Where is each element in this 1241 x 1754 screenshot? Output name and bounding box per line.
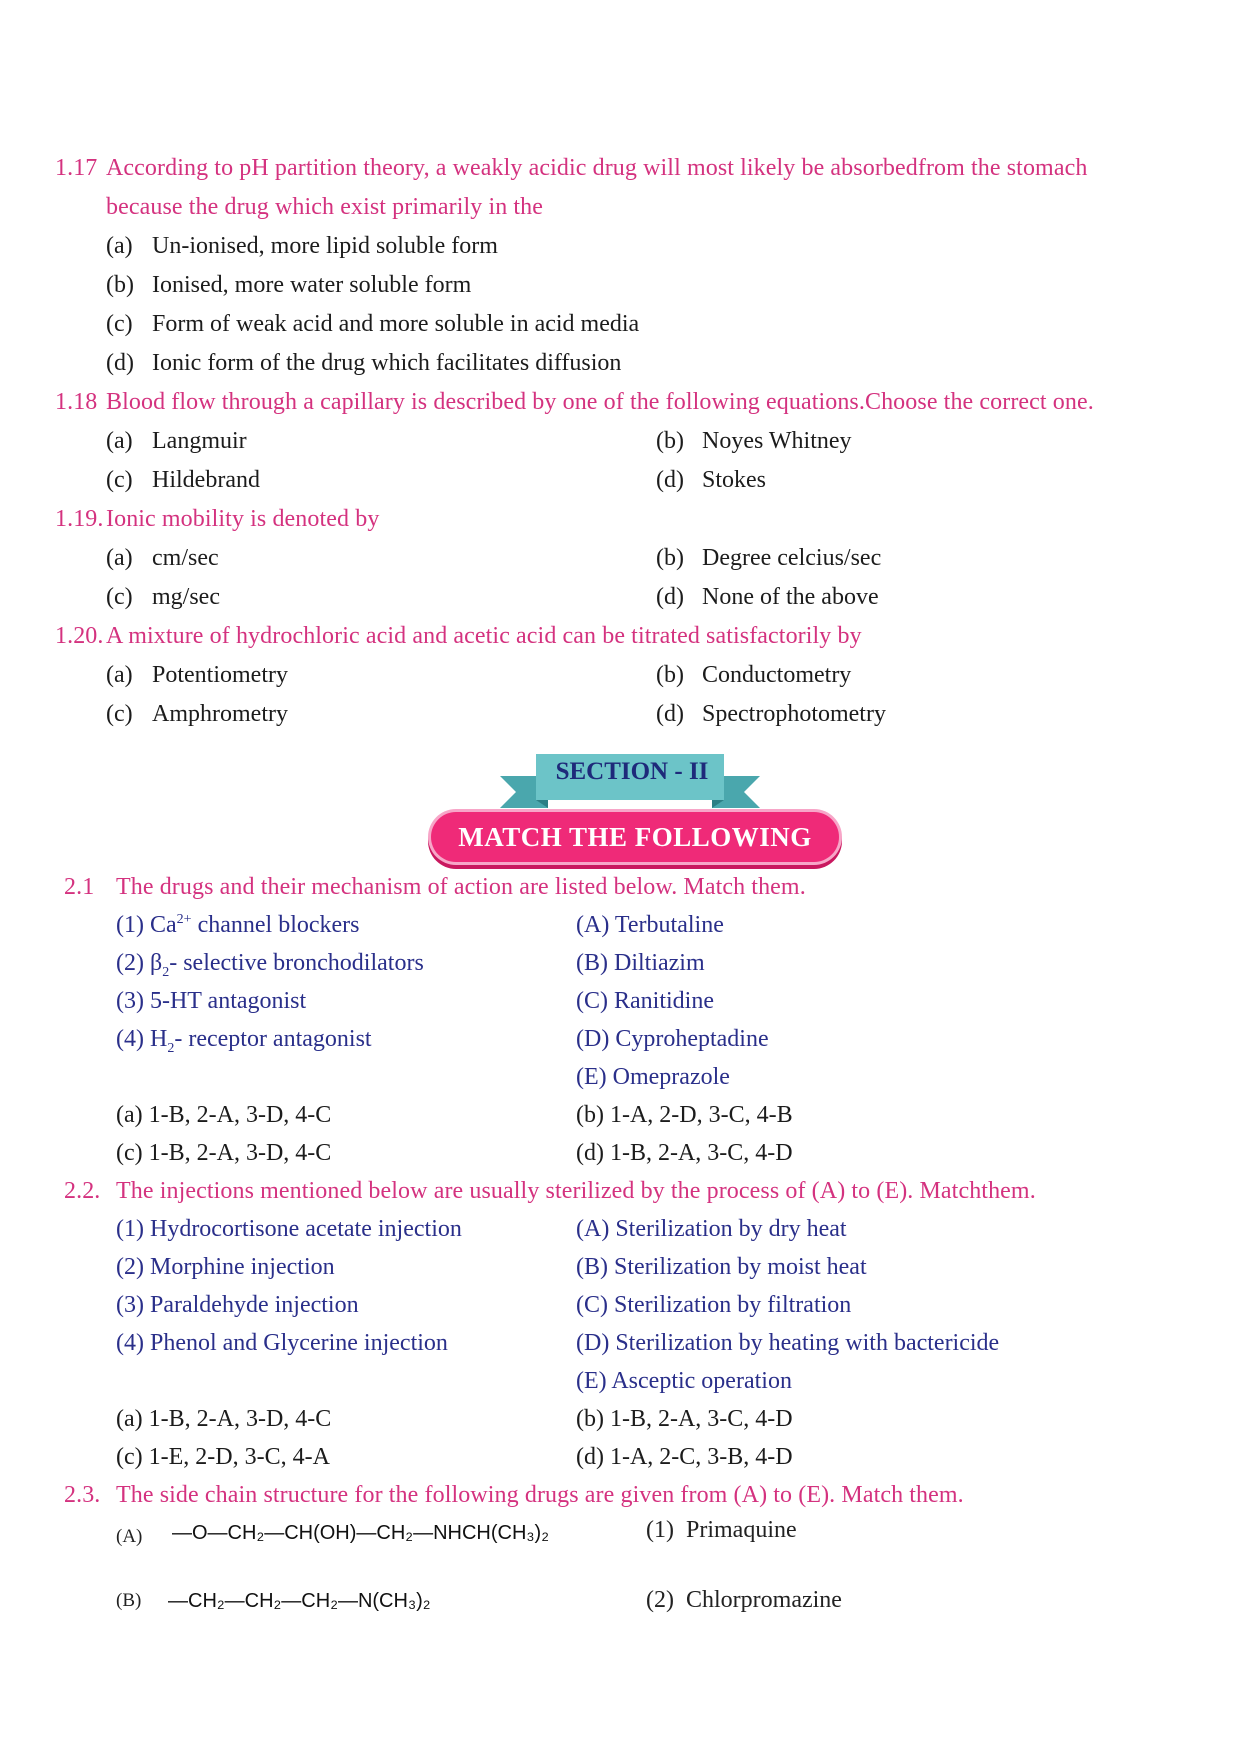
answer-text: 1-B, 2-A, 3-D, 4-C	[148, 1140, 332, 1166]
q119-option-a-text: cm/sec	[152, 545, 219, 571]
option-key: (c)	[106, 311, 133, 337]
item-key: (2)	[646, 1587, 674, 1613]
item-text: Sterilization by filtration	[614, 1292, 852, 1318]
answer-text: 1-E, 2-D, 3-C, 4-A	[148, 1444, 330, 1470]
item-text: Ca	[149, 912, 177, 938]
q119-option-c-key[interactable]: (c)	[106, 584, 133, 610]
subscript: 2	[167, 1040, 175, 1056]
item-key: (A)	[576, 912, 610, 938]
q120-option-a-key[interactable]: (a)	[106, 662, 133, 688]
q23-text: The side chain structure for the following drugs are given from (A) to (E). Match them.	[116, 1482, 964, 1508]
item-text: Sterilization by dry heat	[615, 1216, 847, 1242]
answer-text: 1-B, 2-A, 3-D, 4-C	[148, 1102, 332, 1128]
section-ribbon	[500, 750, 760, 818]
q117-option-d[interactable]	[106, 350, 134, 377]
q23-number: 2.3.	[64, 1482, 101, 1508]
item-key: (2)	[116, 1254, 144, 1280]
item-text: Asceptic operation	[611, 1368, 792, 1394]
item-key: (3)	[116, 1292, 144, 1318]
q118-option-a-key[interactable]: (a)	[106, 428, 133, 454]
q21-answer-c[interactable]	[116, 1140, 331, 1167]
q23-drug-2	[646, 1587, 842, 1614]
q22-answer-b[interactable]	[576, 1406, 793, 1433]
q22-left-2	[116, 1254, 335, 1281]
answer-key: (a)	[116, 1406, 143, 1432]
q21-left-4	[116, 1026, 372, 1057]
q117-option-b-text: Ionised, more water soluble form	[152, 272, 472, 298]
q117-option-c[interactable]	[106, 311, 133, 338]
q120-number: 1.20.	[55, 623, 104, 649]
q21-right-b	[576, 950, 705, 977]
q21-right-a	[576, 912, 724, 939]
q21-right-d	[576, 1026, 769, 1053]
q21-right-e	[576, 1064, 730, 1091]
q21-left-3	[116, 988, 306, 1015]
answer-key: (d)	[576, 1444, 604, 1470]
item-text: Cyproheptadine	[615, 1026, 769, 1052]
q118-option-d-key[interactable]: (d)	[656, 467, 684, 493]
item-text: - selective bronchodilators	[169, 950, 424, 976]
answer-key: (a)	[116, 1102, 143, 1128]
q21-left-2	[116, 950, 424, 981]
answer-text: 1-A, 2-D, 3-C, 4-B	[609, 1102, 793, 1128]
q117-option-a[interactable]	[106, 233, 133, 260]
section-label: SECTION - II	[555, 758, 709, 785]
q119-option-d-key[interactable]: (d)	[656, 584, 684, 610]
item-text: Sterilization by moist heat	[614, 1254, 867, 1280]
q118-option-a-text: Langmuir	[152, 428, 247, 454]
item-key: (A)	[576, 1216, 610, 1242]
q118-option-c-key[interactable]: (c)	[106, 467, 133, 493]
item-key: (E)	[576, 1368, 607, 1394]
q23-structure-b-key: (B)	[116, 1590, 142, 1611]
q21-right-c	[576, 988, 714, 1015]
q117-option-d-text: Ionic form of the drug which facilitates diffusion	[152, 350, 622, 376]
item-text: Chlorpromazine	[685, 1587, 842, 1613]
answer-key: (c)	[116, 1444, 143, 1470]
answer-text: 1-A, 2-C, 3-B, 4-D	[609, 1444, 793, 1470]
item-key: (4)	[116, 1026, 144, 1052]
q22-number: 2.2.	[64, 1178, 101, 1204]
q118-text: Blood flow through a capillary is described by one of the following equations.Choose the correct one.	[106, 389, 1094, 415]
item-text: Omeprazole	[612, 1064, 730, 1090]
subscript: 2	[162, 964, 170, 980]
q21-text: The drugs and their mechanism of action are listed below. Match them.	[116, 874, 806, 900]
q119-option-d-text: None of the above	[702, 584, 879, 610]
item-text: Sterilization by heating with bactericide	[615, 1330, 1000, 1356]
item-key: (1)	[116, 1216, 144, 1242]
item-text: Morphine injection	[149, 1254, 335, 1280]
q120-option-b-text: Conductometry	[702, 662, 852, 688]
option-key: (d)	[106, 350, 134, 376]
answer-key: (b)	[576, 1406, 604, 1432]
q21-left-1	[116, 912, 360, 939]
q118-option-b-text: Noyes Whitney	[702, 428, 852, 454]
q117-text-line1: According to pH partition theory, a weakly acidic drug will most likely be absorbedfrom the stomach	[106, 155, 1088, 181]
answer-key: (c)	[116, 1140, 143, 1166]
item-key: (4)	[116, 1330, 144, 1356]
q21-answer-b[interactable]	[576, 1102, 793, 1129]
q119-text: Ionic mobility is denoted by	[106, 506, 380, 532]
q119-option-b-text: Degree celcius/sec	[702, 545, 882, 571]
option-key: (b)	[106, 272, 134, 298]
item-key: (C)	[576, 1292, 608, 1318]
item-text: 5-HT antagonist	[149, 988, 307, 1014]
answer-key: (d)	[576, 1140, 604, 1166]
q120-option-b-key[interactable]: (b)	[656, 662, 684, 688]
q23-drug-1	[646, 1517, 797, 1544]
item-text: Ranitidine	[614, 988, 714, 1014]
q21-number: 2.1	[64, 874, 95, 900]
q23-structure-a-key: (A)	[116, 1526, 143, 1547]
item-key: (D)	[576, 1026, 610, 1052]
q120-option-d-text: Spectrophotometry	[702, 701, 886, 727]
q22-answer-a[interactable]	[116, 1406, 331, 1433]
q22-right-d	[576, 1330, 999, 1357]
item-text: Primaquine	[685, 1517, 797, 1543]
q118-option-d-text: Stokes	[702, 467, 767, 493]
item-text: Hydrocortisone acetate injection	[149, 1216, 462, 1242]
q22-right-e	[576, 1368, 792, 1395]
q118-option-b-key[interactable]: (b)	[656, 428, 684, 454]
q119-option-a-key[interactable]: (a)	[106, 545, 133, 571]
q21-answer-a[interactable]	[116, 1102, 331, 1129]
answer-text: 1-B, 2-A, 3-C, 4-D	[609, 1140, 793, 1166]
q23-structure-b-formula: —CH₂—CH₂—CH₂—N(CH₃)₂	[168, 1590, 431, 1612]
q119-number: 1.19.	[55, 506, 104, 532]
item-key: (C)	[576, 988, 608, 1014]
match-the-following-heading: MATCH THE FOLLOWING	[431, 812, 839, 862]
q120-option-c-text: Amphrometry	[152, 701, 288, 727]
q22-right-c	[576, 1292, 851, 1319]
q120-option-c-key[interactable]: (c)	[106, 701, 133, 727]
item-key: (2)	[116, 950, 144, 976]
q22-answer-d[interactable]	[576, 1444, 793, 1471]
q22-left-4	[116, 1330, 448, 1357]
q120-text: A mixture of hydrochloric acid and acetic acid can be titrated satisfactorily by	[106, 623, 862, 649]
item-text: Terbutaline	[614, 912, 724, 938]
q22-right-b	[576, 1254, 867, 1281]
q21-answer-d[interactable]	[576, 1140, 793, 1167]
q117-text-line2: because the drug which exist primarily in the	[106, 194, 544, 220]
q23-structure-a-formula: —O—CH₂—CH(OH)—CH₂—NHCH(CH₃)₂	[172, 1522, 549, 1544]
q22-left-3	[116, 1292, 359, 1319]
q22-text: The injections mentioned below are usually sterilized by the process of (A) to (E). Matchthem.	[116, 1178, 1036, 1204]
item-key: (1)	[646, 1517, 674, 1543]
item-key: (B)	[576, 1254, 608, 1280]
item-key: (1)	[116, 912, 144, 938]
item-text: Paraldehyde injection	[149, 1292, 359, 1318]
item-text: Diltiazim	[614, 950, 705, 976]
item-text: β	[149, 950, 163, 976]
q22-answer-c[interactable]	[116, 1444, 330, 1471]
item-text: H	[149, 1026, 168, 1052]
answer-text: 1-B, 2-A, 3-D, 4-C	[148, 1406, 332, 1432]
option-key: (a)	[106, 233, 133, 259]
item-key: (B)	[576, 950, 608, 976]
q117-option-a-text: Un-ionised, more lipid soluble form	[152, 233, 498, 259]
q119-option-c-text: mg/sec	[152, 584, 220, 610]
q120-option-d-key[interactable]: (d)	[656, 701, 684, 727]
q118-number: 1.18	[55, 389, 98, 415]
item-text: channel blockers	[191, 912, 360, 938]
q119-option-b-key[interactable]: (b)	[656, 545, 684, 571]
q117-option-b[interactable]	[106, 272, 134, 299]
q22-right-a	[576, 1216, 847, 1243]
q118-option-c-text: Hildebrand	[152, 467, 260, 493]
item-key: (E)	[576, 1064, 607, 1090]
q22-left-1	[116, 1216, 462, 1243]
item-key: (D)	[576, 1330, 610, 1356]
item-key: (3)	[116, 988, 144, 1014]
item-text: Phenol and Glycerine injection	[149, 1330, 448, 1356]
q117-option-c-text: Form of weak acid and more soluble in acid media	[152, 311, 640, 337]
item-text: - receptor antagonist	[174, 1026, 372, 1052]
answer-text: 1-B, 2-A, 3-C, 4-D	[609, 1406, 793, 1432]
answer-key: (b)	[576, 1102, 604, 1128]
q120-option-a-text: Potentiometry	[152, 662, 288, 688]
q117-number: 1.17	[55, 155, 98, 181]
superscript: 2+	[176, 912, 192, 927]
